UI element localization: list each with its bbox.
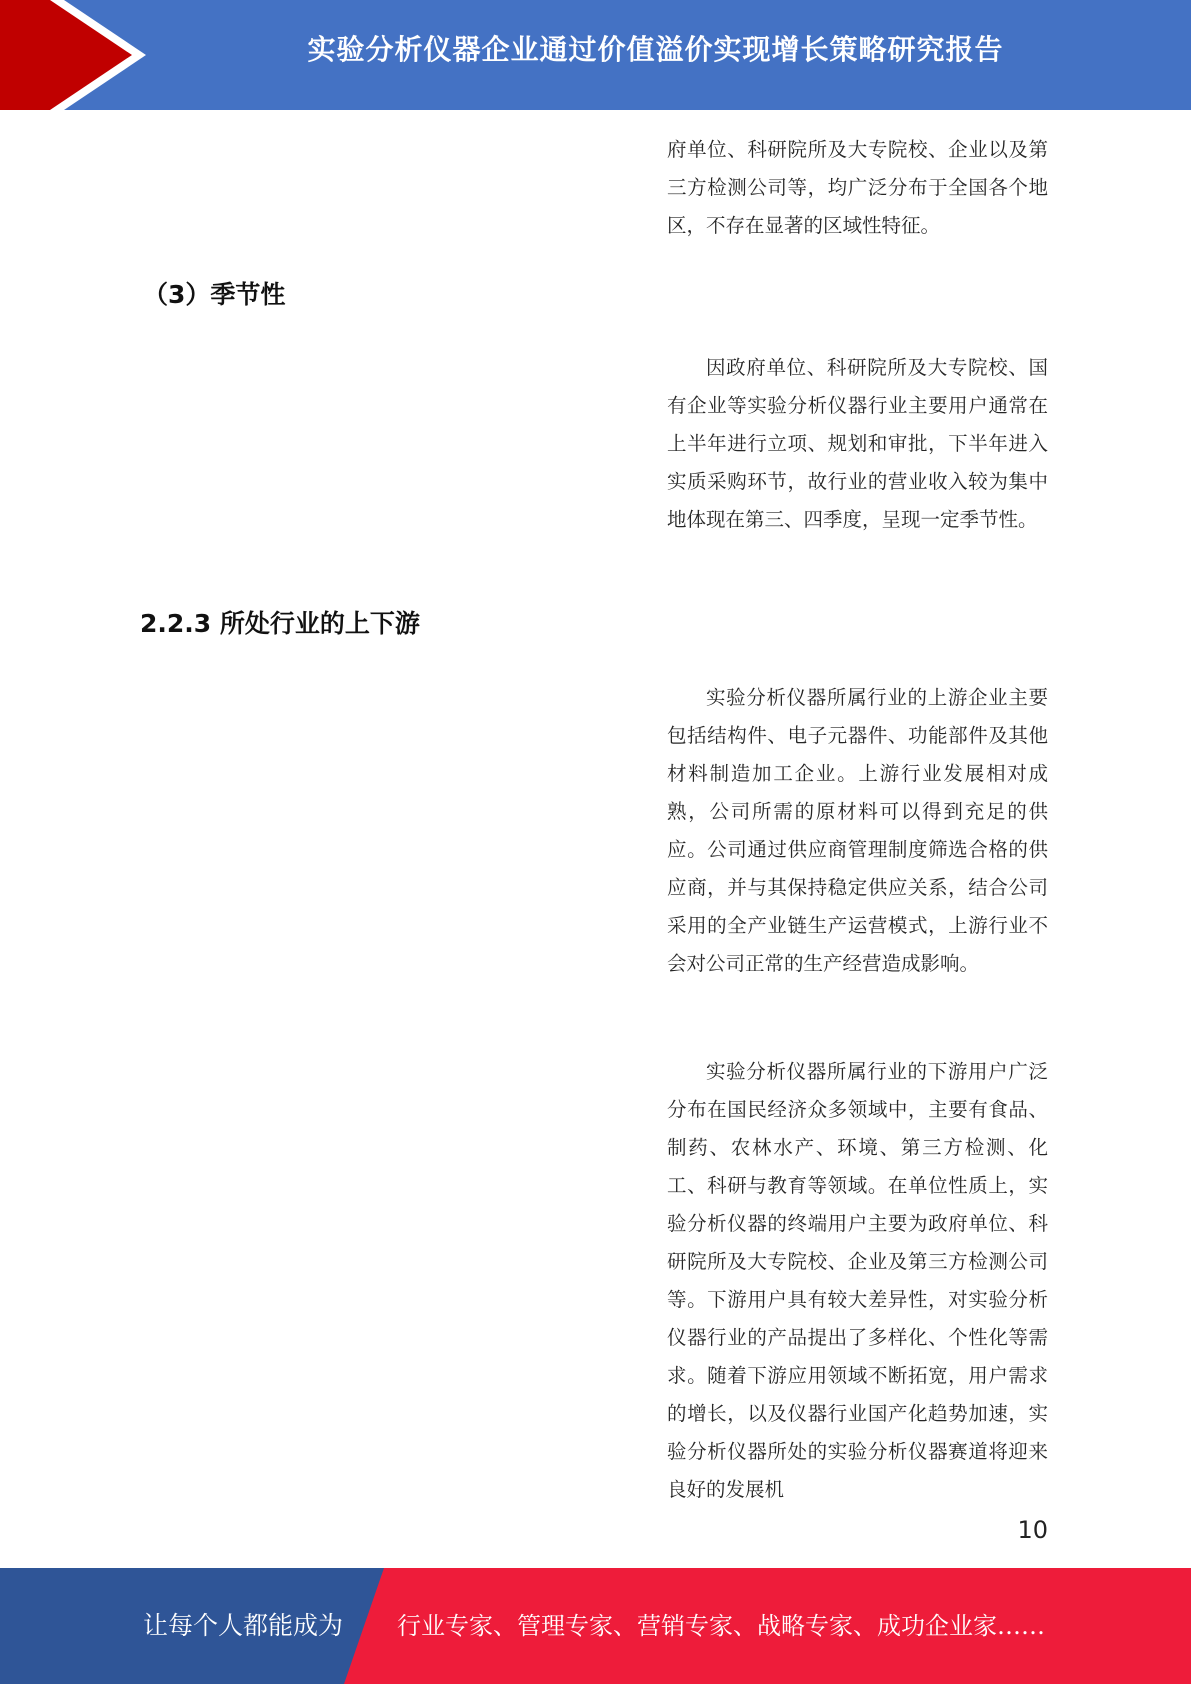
footer-slogan-right: 行业专家、管理专家、营销专家、战略专家、成功企业家……: [397, 1612, 1045, 1640]
report-title: 实验分析仪器企业通过价值溢价实现增长策略研究报告: [307, 33, 1004, 66]
header-arrow-decoration: [0, 0, 160, 110]
paragraph-upstream: 实验分析仪器所属行业的上游企业主要包括结构件、电子元器件、功能部件及其他材料制造加工企业。上游行业发展相对成熟，公司所需的原材料可以得到充足的供应。公司通过供应商管理制度筛选合格的供应商，并与其保持稳定供应关系，结合公司采用的全产业链生产运营模式，上游行业不会对公司正常的生产经营造成影响。: [667, 686, 1048, 975]
page-header: [0, 0, 1191, 110]
heading-seasonality: （3）季节性: [143, 280, 286, 309]
paragraph-seasonality: 因政府单位、科研院所及大专院校、国有企业等实验分析仪器行业主要用户通常在上半年进行立项、规划和审批，下半年进入实质采购环节，故行业的营业收入较为集中地体现在第三、四季度，呈现一定季节性。: [667, 356, 1048, 531]
section-heading-upstream-downstream: 2.2.3 所处行业的上下游: [140, 609, 420, 638]
page-footer: [0, 1568, 1191, 1684]
page-number: 10: [1017, 1516, 1048, 1544]
paragraph-downstream: 实验分析仪器所属行业的下游用户广泛分布在国民经济众多领域中，主要有食品、制药、农林水产、环境、第三方检测、化工、科研与教育等领域。在单位性质上，实验分析仪器的终端用户主要为政府单位、科研院所及大专院校、企业及第三方检测公司等。下游用户具有较大差异性，对实验分析仪器行业的产品提出了多样化、个性化等需求。随着下游应用领域不断拓宽，用户需求的增长，以及仪器行业国产化趋势加速，实验分析仪器所处的实验分析仪器赛道将迎来良好的发展机: [667, 1060, 1048, 1501]
paragraph-region-continued: 府单位、科研院所及大专院校、企业以及第三方检测公司等，均广泛分布于全国各个地区，不存在显著的区域性特征。: [667, 138, 1048, 237]
footer-slogan-left: 让每个人都能成为: [143, 1611, 344, 1640]
